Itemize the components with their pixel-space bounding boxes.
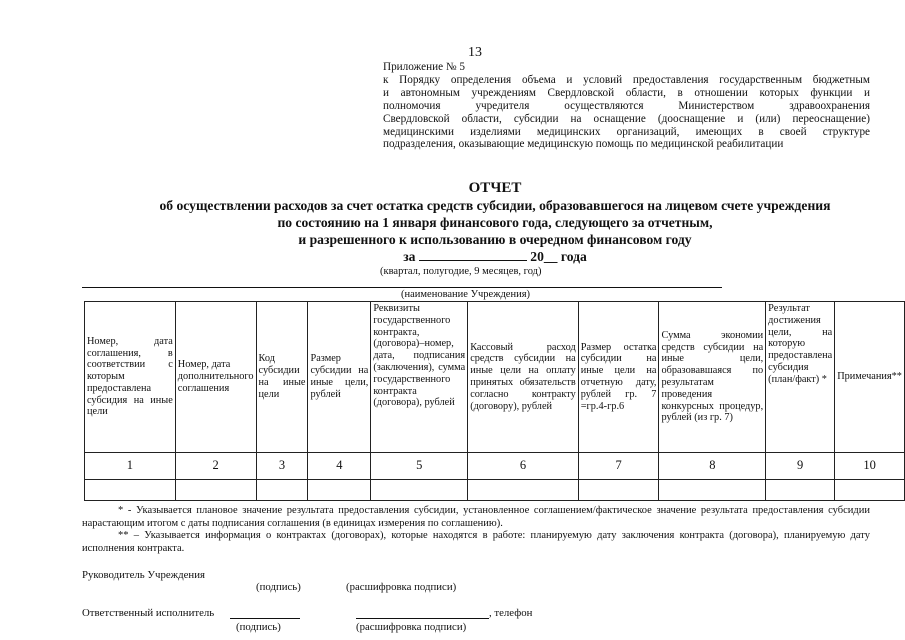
exec-decode-line[interactable] <box>356 618 489 619</box>
table-cell[interactable] <box>308 480 371 501</box>
table-cell[interactable] <box>256 480 308 501</box>
period-hint: (квартал, полугодие, 9 месяцев, год) <box>380 266 542 277</box>
table-cell[interactable] <box>371 480 468 501</box>
table-cell[interactable] <box>766 480 835 501</box>
table-cell[interactable] <box>835 480 905 501</box>
period-year: 20__ года <box>530 249 587 264</box>
report-subtitle-line: об осуществлении расходов за счет остатка средств субсидии, образовавшегося на лицевом счете учреждения <box>159 198 831 213</box>
column-number: 3 <box>256 453 308 480</box>
header-cell: Номер, дата соглашения, в соответствии с которым предоставлена субсидия на иные цели <box>85 302 176 453</box>
report-title: ОТЧЕТ <box>468 180 522 196</box>
period-blank <box>419 248 527 261</box>
column-number: 5 <box>371 453 468 480</box>
column-number: 9 <box>766 453 835 480</box>
report-period <box>100 248 890 265</box>
annex-line: Свердловской области, субсидии на оснащение (дооснащение и (или) переоснащение) <box>383 112 870 125</box>
period-prefix: за <box>403 249 416 264</box>
report-subtitle-line: по состоянию на 1 января финансового года, следующего за отчетным, <box>277 215 713 230</box>
header-cell: Сумма экономии средств субсидии на иные цели, образовавшаяся по результатам проведения конкурсных процедур, рублей (из гр. 7) <box>659 302 766 453</box>
column-number: 1 <box>85 453 176 480</box>
column-number: 4 <box>308 453 371 480</box>
header-cell: Реквизиты государственного контракта, (договора)–номер, дата, подписания (заключения), сумма государственного контракта (договора), рублей <box>371 302 468 453</box>
annex-line: к Порядку определения объема и условий предоставления государственным бюджетным <box>383 73 870 86</box>
org-name-hint: (наименование Учреждения) <box>401 289 531 300</box>
footnote-2: ** – Указывается информация о контрактах (договорах), которые находятся в работе: планируемую дату заключения контракта (договора), планируемую дату исполнения контракта. <box>82 530 870 554</box>
header-cell: Размер субсидии на иные цели, рублей <box>308 302 371 453</box>
header-cell: Код субсидии на иные цели <box>256 302 308 453</box>
exec-phone-label: , телефон <box>489 607 533 619</box>
exec-signature-label: Ответственный исполнитель <box>82 607 215 619</box>
table-cell[interactable] <box>468 480 579 501</box>
column-number: 10 <box>835 453 905 480</box>
footnote-1: * - Указывается плановое значение результата предоставления субсидии, установленное соглашением/фактическое значение результата предоставления субсидии нарастающим итогом с даты подписания соглашения (в единицах измерения по соглашению). <box>82 505 870 529</box>
column-number: 2 <box>175 453 256 480</box>
table-cell[interactable] <box>578 480 659 501</box>
head-decode-hint: (расшифровка подписи) <box>346 581 457 593</box>
table-cell[interactable] <box>175 480 256 501</box>
column-number: 8 <box>659 453 766 480</box>
page-number: 13 <box>468 45 482 60</box>
header-cell: Примечания** <box>835 302 905 453</box>
annex-block <box>383 61 870 151</box>
org-name-line <box>82 287 722 288</box>
annex-line: и автономным учреждениям Свердловской области, в отношении которых функции и <box>383 86 870 99</box>
exec-sign-hint: (подпись) <box>236 621 281 633</box>
header-cell: Кассовый расход средств субсидии на иные цели на оплату принятых обязательств согласно контракту (договору), рублей <box>468 302 579 453</box>
table-row <box>85 480 905 501</box>
report-subtitle-line: и разрешенного к использованию в очередном финансовом году <box>298 232 692 247</box>
head-sign-hint: (подпись) <box>256 581 301 593</box>
report-title-block <box>100 180 890 265</box>
column-number: 7 <box>578 453 659 480</box>
annex-line: полномочия учредителя осуществляются Министерством здравоохранения <box>383 99 870 112</box>
annex-line: медицинскими изделиями медицинских организаций, имеющих в своей структуре <box>383 125 870 138</box>
report-table <box>84 301 905 501</box>
exec-decode-hint: (расшифровка подписи) <box>356 621 467 633</box>
head-signature-label: Руководитель Учреждения <box>82 569 205 581</box>
header-cell: Размер остатка субсидии на иные цели на отчетную дату, рублей гр. 7 =гр.4-гр.6 <box>578 302 659 453</box>
table-cell[interactable] <box>659 480 766 501</box>
column-number: 6 <box>468 453 579 480</box>
footnotes <box>82 505 870 555</box>
header-cell: Результат достижения цели, на которую предоставлена субсидия (план/факт) * <box>766 302 835 453</box>
header-cell: Номер, дата дополнительного соглашения <box>175 302 256 453</box>
annex-line: подразделения, оказывающие медицинскую помощь по медицинской реабилитации <box>383 138 784 151</box>
exec-sign-line[interactable] <box>230 618 300 619</box>
table-header-row <box>85 302 905 453</box>
annex-label: Приложение № 5 <box>383 61 465 73</box>
table-number-row <box>85 453 905 480</box>
table-cell[interactable] <box>85 480 176 501</box>
